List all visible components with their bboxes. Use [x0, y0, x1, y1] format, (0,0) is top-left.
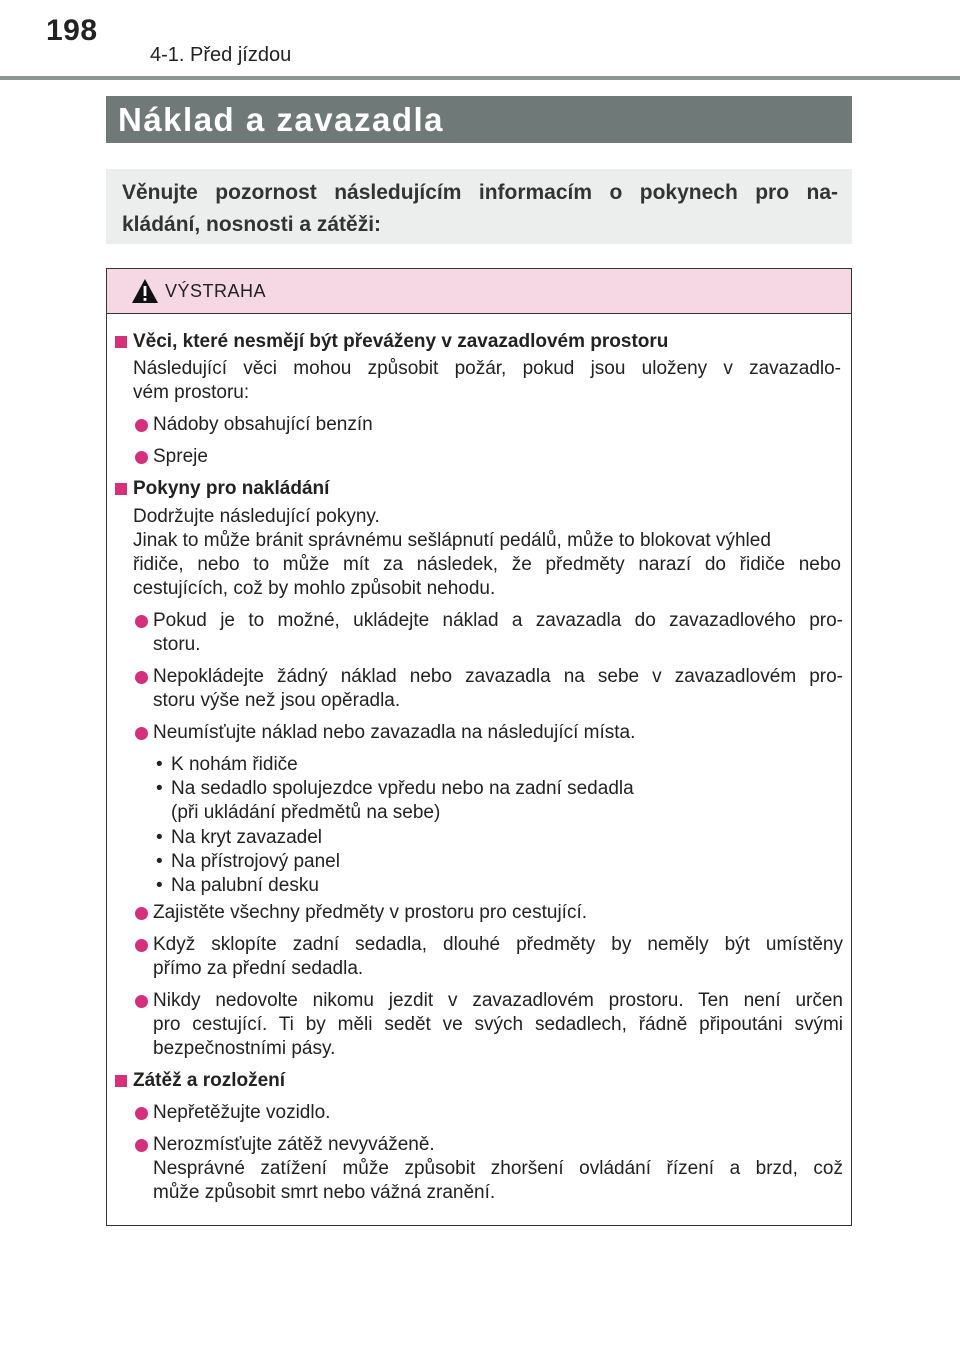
section-title: 4-1. Před jízdou	[150, 44, 292, 66]
section-heading: Věci, které nesmějí být převáženy v zavazadlovém prostoru	[133, 331, 669, 352]
list-item-cont: přímo za přední sedadla.	[153, 958, 364, 979]
warning-box	[106, 268, 852, 1226]
list-item-cont: storu výše než jsou opěradla.	[153, 690, 401, 711]
list-item: Spreje	[153, 446, 208, 467]
square-bullet-icon	[115, 483, 127, 495]
list-item: Nepřetěžujte vozidlo.	[153, 1102, 331, 1123]
sub-item: Na palubní desku	[171, 875, 319, 896]
sub-bullet: •	[156, 851, 163, 872]
sub-item: Na kryt zavazadel	[171, 827, 323, 848]
intro-line-1: Věnujte pozornost následujícím informacím o pokynech pro na-	[122, 181, 838, 204]
header-divider	[0, 76, 960, 80]
section-heading: Pokyny pro nakládání	[133, 478, 330, 499]
list-item: Nikdy nedovolte nikomu jezdit v zavazadlovém prostoru. Ten není určen	[153, 990, 843, 1011]
sub-bullet: •	[156, 875, 163, 896]
list-item: Nerozmísťujte zátěž nevyváženě.	[153, 1134, 435, 1155]
body-text: Nesprávné zatížení může způsobit zhoršení ovládání řízení a brzd, což	[153, 1158, 843, 1179]
round-bullet-icon	[135, 939, 148, 952]
body-text: Jinak to může bránit správnému sešlápnutí pedálů, může to blokovat výhled	[133, 530, 771, 551]
list-item: Nepokládejte žádný náklad nebo zavazadla na sebe v zavazadlovém pro-	[153, 666, 843, 687]
square-bullet-icon	[115, 336, 127, 348]
body-text: cestujících, což by mohlo způsobit nehodu.	[133, 578, 496, 599]
list-item-cont: storu.	[153, 634, 201, 655]
round-bullet-icon	[135, 615, 148, 628]
round-bullet-icon	[135, 1139, 148, 1152]
sub-item: K nohám řidiče	[171, 754, 298, 775]
page-header	[0, 0, 960, 80]
square-bullet-icon	[115, 1075, 127, 1087]
body-text: řidiče, nebo to může mít za následek, že předměty narazí do řidiče nebo	[133, 554, 841, 575]
sub-bullet: •	[156, 778, 163, 799]
list-item: Zajistěte všechny předměty v prostoru pro cestující.	[153, 902, 588, 923]
intro-line-2: kládání, nosnosti a zátěži:	[122, 213, 382, 236]
round-bullet-icon	[135, 1107, 148, 1120]
list-item-cont: pro cestující. Ti by měli sedět ve svých sedadlech, řádně připoutáni svými	[153, 1014, 843, 1035]
round-bullet-icon	[135, 671, 148, 684]
round-bullet-icon	[135, 907, 148, 920]
sub-bullet: •	[156, 754, 163, 775]
title-bar	[106, 96, 852, 143]
list-item-cont: bezpečnostními pásy.	[153, 1038, 336, 1059]
round-bullet-icon	[135, 727, 148, 740]
page-title: Náklad a zavazadla	[118, 101, 444, 138]
page-number: 198	[46, 14, 98, 47]
section-heading: Zátěž a rozložení	[133, 1070, 286, 1091]
round-bullet-icon	[135, 451, 148, 464]
warning-label: VÝSTRAHA	[165, 281, 267, 301]
list-item: Neumísťujte náklad nebo zavazadla na následující místa.	[153, 722, 636, 743]
body-text: může způsobit smrt nebo vážná zranění.	[153, 1182, 496, 1203]
warning-triangle-icon	[131, 278, 159, 304]
list-item: Když sklopíte zadní sedadla, dlouhé předměty by neměly být umístěny	[153, 934, 843, 955]
sub-item: Na sedadlo spolujezdce vpředu nebo na zadní sedadla	[171, 778, 634, 799]
sub-item: Na přístrojový panel	[171, 851, 340, 872]
list-item: Nádoby obsahující benzín	[153, 414, 373, 435]
body-text: vém prostoru:	[133, 382, 250, 403]
warning-header	[107, 269, 851, 314]
list-item: Pokud je to možné, ukládejte náklad a zavazadla do zavazadlového pro-	[153, 610, 843, 631]
sub-bullet: •	[156, 827, 163, 848]
round-bullet-icon	[135, 419, 148, 432]
intro-box	[106, 169, 852, 244]
body-text: Dodržujte následující pokyny.	[133, 506, 380, 527]
body-text: Následující věci mohou způsobit požár, pokud jsou uloženy v zavazadlo-	[133, 358, 841, 379]
sub-item-cont: (při ukládání předmětů na sebe)	[171, 802, 441, 823]
round-bullet-icon	[135, 995, 148, 1008]
